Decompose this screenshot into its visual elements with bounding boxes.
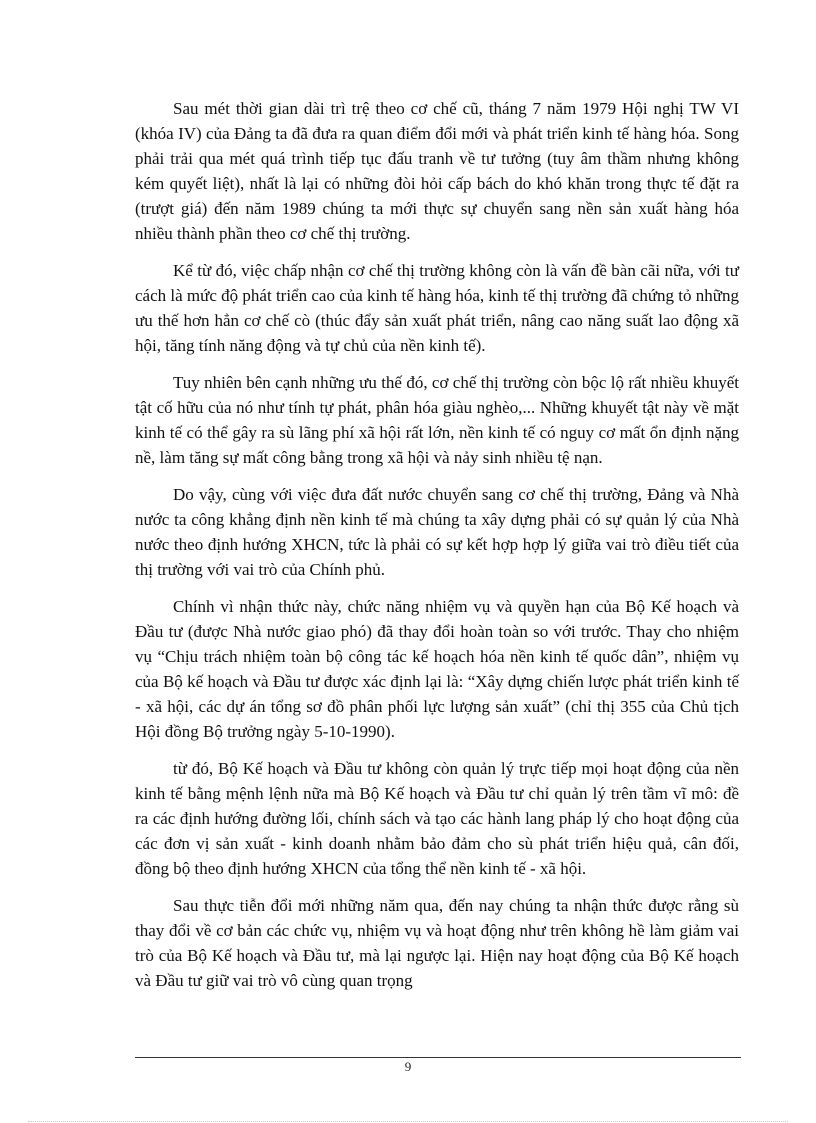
paragraph-1: Sau mét thời gian dài trì trệ theo cơ chế cũ, tháng 7 năm 1979 Hội nghị TW VI (khóa IV) của Đảng ta đã đưa ra quan điểm đổi mới và phát triển kinh tế hàng hóa. Song phải trải qua mét quá trình tiếp tục đấu tranh về tư tưởng (tuy âm thầm nhưng không kém quyết liệt), nhất là lại có những đòi hỏi cấp bách do khó khăn trong thực tế đặt ra (trượt giá) đến năm 1989 chúng ta mới thực sự chuyển sang nền sản xuất hàng hóa nhiều thành phần theo cơ chế thị trường.: [135, 99, 739, 243]
paragraph-3: Tuy nhiên bên cạnh những ưu thế đó, cơ chế thị trường còn bộc lộ rất nhiều khuyết tật cố hữu của nó như tính tự phát, phân hóa giàu nghèo,... Những khuyết tật này về mặt kinh tế có thể gây ra sù lãng phí xã hội rất lớn, nền kinh tế có nguy cơ mất ổn định nặng nề, làm tăng sự mất công bằng trong xã hội và nảy sinh nhiều tệ nạn.: [135, 373, 739, 467]
page-number: 9: [404, 1059, 412, 1074]
paragraph-5: Chính vì nhận thức này, chức năng nhiệm vụ và quyền hạn của Bộ Kế hoạch và Đầu tư (được Nhà nước giao phó) đã thay đổi hoàn toàn so với trước. Thay cho nhiệm vụ “Chịu trách nhiệm toàn bộ công tác kế hoạch hóa nền kinh tế quốc dân”, nhiệm vụ của Bộ kế hoạch và Đầu tư được xác định lại là: “Xây dựng chiến lược phát triển kinh tế - xã hội, các dự án tổng sơ đồ phân phối lực lượng sản xuất” (chỉ thị 355 của Chủ tịch Hội đồng Bộ trưởng ngày 5-10-1990).: [135, 597, 739, 741]
page-bottom-border: [28, 1121, 788, 1122]
paragraph-6: từ đó, Bộ Kế hoạch và Đầu tư không còn quản lý trực tiếp mọi hoạt động của nền kinh tế bằng mệnh lệnh nữa mà Bộ Kế hoạch và Đầu tư chỉ quản lý trên tầm vĩ mô: đề ra các định hướng đường lối, chính sách và tạo các hành lang pháp lý cho hoạt động của các đơn vị sản xuất - kinh doanh nhằm bảo đảm cho sù phát triển hiệu quả, cân đối, đồng bộ theo định hướng XHCN của tổng thể nền kinh tế - xã hội.: [135, 759, 739, 878]
paragraph-2: Kể từ đó, việc chấp nhận cơ chế thị trường không còn là vấn đề bàn cãi nữa, với tư cách là mức độ phát triển cao của kinh tế hàng hóa, kinh tế thị trường đã chứng tỏ những ưu thế hơn hẳn cơ chế cò (thúc đẩy sản xuất phát triển, nâng cao năng suất lao động xã hội, tăng tính năng động và tự chủ của nền kinh tế).: [135, 261, 739, 355]
body-text: [135, 96, 739, 1005]
paragraph-7: Sau thực tiễn đổi mới những năm qua, đến nay chúng ta nhận thức được rằng sù thay đổi về cơ bản các chức vụ, nhiệm vụ và hoạt động như trên không hề làm giảm vai trò của Bộ Kế hoạch và Đầu tư, mà lại ngược lại. Hiện nay hoạt động của Bộ Kế hoạch và Đầu tư giữ vai trò vô cùng quan trọng: [135, 896, 739, 990]
paragraph-4: Do vậy, cùng với việc đưa đất nước chuyển sang cơ chế thị trường, Đảng và Nhà nước ta công khẳng định nền kinh tế mà chúng ta xây dựng phải có sự quản lý của Nhà nước theo định hướng XHCN, tức là phải có sự kết hợp hợp lý giữa vai trò điều tiết của thị trường với vai trò của Chính phủ.: [135, 485, 739, 579]
footer-divider: [135, 1057, 741, 1058]
